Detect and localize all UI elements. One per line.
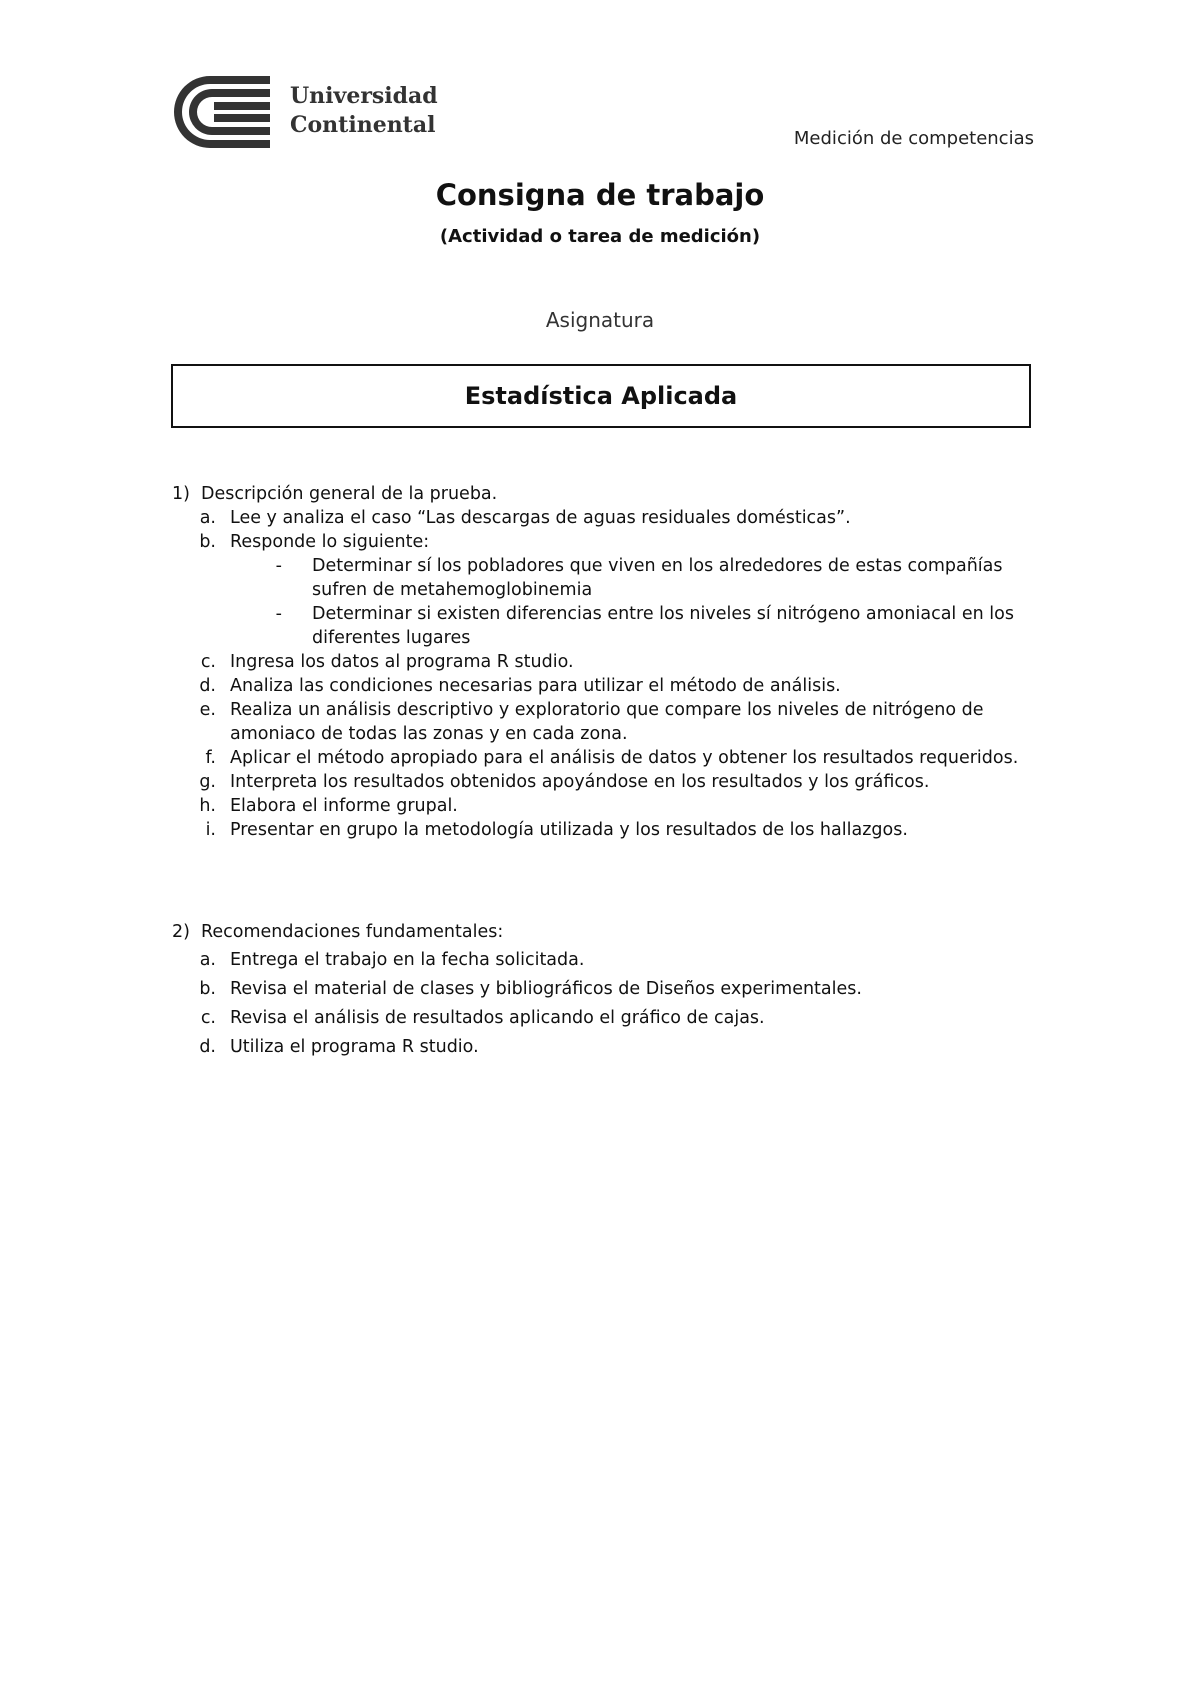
list-item xyxy=(172,746,1032,770)
list-item xyxy=(172,650,1032,674)
list-item xyxy=(172,1035,1032,1059)
dash-marker: - xyxy=(275,604,282,624)
logo-wordmark xyxy=(290,82,438,140)
document-subtitle: (Actividad o tarea de medición) xyxy=(439,226,761,247)
list-marker: b. xyxy=(199,532,216,552)
list-marker: d. xyxy=(199,676,216,696)
section-title: Descripción general de la prueba. xyxy=(201,484,498,504)
section-recommendations xyxy=(172,920,1032,1064)
list-marker: e. xyxy=(199,700,216,720)
header-label: Medición de competencias xyxy=(793,128,1034,149)
list-item-text: Revisa el material de clases y bibliográficos de Diseños experimentales. xyxy=(230,979,862,999)
list-item-text: Revisa el análisis de resultados aplicando el gráfico de cajas. xyxy=(230,1008,765,1028)
list-item-text: Utiliza el programa R studio. xyxy=(230,1037,479,1057)
list-item-text: Interpreta los resultados obtenidos apoyándose en los resultados y los gráficos. xyxy=(230,772,930,792)
logo-line-1: Universidad xyxy=(290,83,438,109)
list-item xyxy=(172,770,1032,794)
list-item xyxy=(172,698,1032,746)
list-item xyxy=(172,1006,1032,1030)
section-description xyxy=(172,482,1032,842)
list-marker: f. xyxy=(205,748,216,768)
course-name-box xyxy=(171,364,1031,428)
list-item xyxy=(172,977,1032,1001)
sub-list-item-text: Determinar sí los pobladores que viven en los alrededores de estas compañías sufren de metahemoglobinemia xyxy=(312,556,1003,600)
list-item xyxy=(172,794,1032,818)
section-number: 1) xyxy=(172,484,190,504)
logo-line-2: Continental xyxy=(290,112,436,138)
list-item-text: Lee y analiza el caso “Las descargas de aguas residuales domésticas”. xyxy=(230,508,851,528)
document-title: Consigna de trabajo xyxy=(435,178,765,212)
list-item xyxy=(172,818,1032,842)
section-number: 2) xyxy=(172,922,190,942)
list-item-text: Aplicar el método apropiado para el análisis de datos y obtener los resultados requeridos. xyxy=(230,748,1019,768)
list-item xyxy=(172,674,1032,698)
sub-list-item xyxy=(172,554,1032,602)
list-item-text: Elabora el informe grupal. xyxy=(230,796,458,816)
asignatura-label: Asignatura xyxy=(545,308,655,332)
list-marker: c. xyxy=(200,652,216,672)
list-marker: h. xyxy=(199,796,216,816)
section-heading xyxy=(172,920,1032,944)
list-item xyxy=(172,948,1032,972)
list-item xyxy=(172,530,1032,554)
list-item xyxy=(172,506,1032,530)
list-marker: i. xyxy=(205,820,216,840)
list-item-text: Responde lo siguiente: xyxy=(230,532,430,552)
sub-list-item xyxy=(172,602,1032,650)
section-title: Recomendaciones fundamentales: xyxy=(201,922,504,942)
list-item-text: Ingresa los datos al programa R studio. xyxy=(230,652,574,672)
sub-list-item-text: Determinar si existen diferencias entre los niveles sí nitrógeno amoniacal en los diferentes lugares xyxy=(312,604,1014,648)
university-logo xyxy=(172,74,272,150)
list-marker: d. xyxy=(199,1037,216,1057)
list-marker: c. xyxy=(200,1008,216,1028)
dash-marker: - xyxy=(275,556,282,576)
list-item-text: Entrega el trabajo en la fecha solicitada. xyxy=(230,950,585,970)
course-name: Estadística Aplicada xyxy=(464,382,738,410)
list-item-text: Realiza un análisis descriptivo y exploratorio que compare los niveles de nitrógeno de amoniaco de todas las zonas y en cada zona. xyxy=(230,700,984,744)
list-item-text: Presentar en grupo la metodología utilizada y los resultados de los hallazgos. xyxy=(230,820,908,840)
section-heading xyxy=(172,482,1032,506)
list-marker: a. xyxy=(199,508,216,528)
list-marker: g. xyxy=(199,772,216,792)
list-item-text: Analiza las condiciones necesarias para utilizar el método de análisis. xyxy=(230,676,841,696)
list-marker: a. xyxy=(199,950,216,970)
list-marker: b. xyxy=(199,979,216,999)
